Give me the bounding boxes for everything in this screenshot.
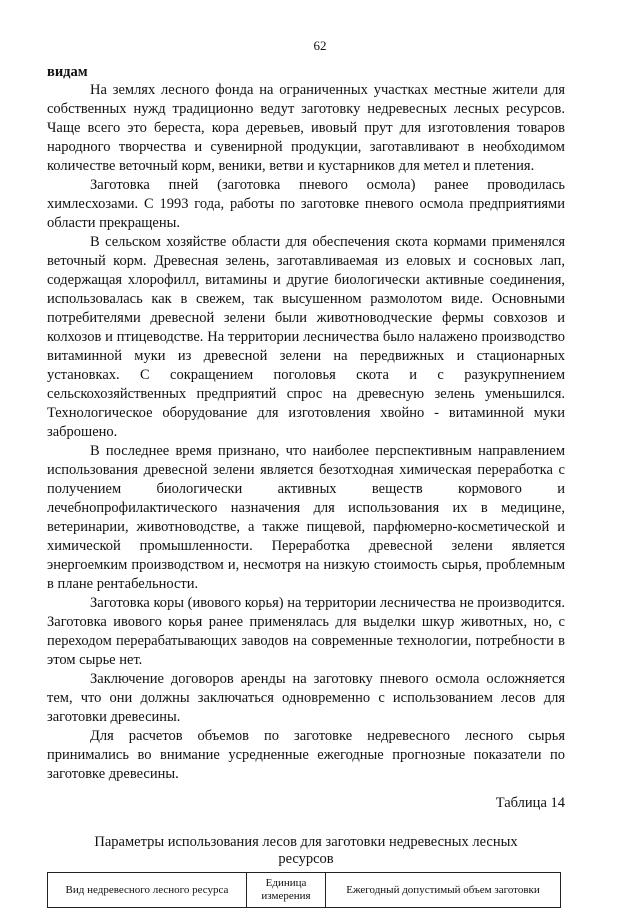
lead-word: видам bbox=[47, 64, 88, 80]
paragraph-1: На землях лесного фонда на ограниченных участках местные жители для собственных нужд традиционно ведут заготовку недревесных лесных ресурсов. Чаще всего это береста, кора деревьев, ивовый прут для изготовления товаров народного творчества и сувенирной продукции, заготавливают в необходимом количестве веточный корм, веники, ветви и кустарников для метел и плетения. bbox=[47, 82, 565, 174]
paragraph-6: Заключение договоров аренды на заготовку пневого осмола осложняется тем, что они должны заключаться одновременно с использованием лесов для заготовки древесины. bbox=[47, 671, 565, 725]
table-header-row bbox=[48, 873, 561, 908]
document-body bbox=[47, 64, 565, 908]
paragraph-5: Заготовка коры (ивового корья) на территории лесничества не производится. Заготовка ивового корья ранее применялась для выделки шкур животных, но, с переходом перерабатывающих заводов на современные технологии, потребности в этом сырье нет. bbox=[47, 595, 565, 668]
page-number: 62 bbox=[313, 38, 327, 53]
header-unit: Единица измерения bbox=[247, 873, 326, 908]
paragraph-7: Для расчетов объемов по заготовке недревесного лесного сырья принимались во внимание усредненные ежегодные прогнозные показатели по заготовке древесины. bbox=[47, 728, 565, 782]
header-resource-type: Вид недревесного лесного ресурса bbox=[48, 873, 247, 908]
resource-table bbox=[47, 872, 561, 908]
paragraph-4: В последнее время признано, что наиболее перспективным направлением использования древесной зелени является безотходная химическая переработка с получением биологически активных веществ кормового и лечебнопрофилактического назначения для использования их в медицине, ветеринарии, животноводстве, а также пищевой, парфюмерно-косметической и химической промышленности. Переработка древесной зелени является энергоемким производством и, несмотря на низкую стоимость сырья, проблемным в плане рентабельности. bbox=[47, 443, 565, 592]
paragraph-2: Заготовка пней (заготовка пневого осмола) ранее проводилась химлесхозами. С 1993 года, работы по заготовке пневого осмола предприятиями области прекращены. bbox=[47, 177, 565, 231]
table-label: Таблица 14 bbox=[495, 795, 565, 811]
header-annual-volume: Ежегодный допустимый объем заготовки bbox=[326, 873, 561, 908]
table-caption: Параметры использования лесов для заготовки недревесных лесных ресурсов bbox=[94, 834, 518, 867]
paragraph-3: В сельском хозяйстве области для обеспечения скота кормами применялся веточный корм. Древесная зелень, заготавливаемая из еловых и сосновых лап, содержащая хлорофилл, витамины и другие биологически активные соединения, использовалась как в свежем, так высушенном размолотом виде. Основными потребителями древесной зелени были животноводческие фермы совхозов и колхозов и птицеводстве. На территории лесничества было налажено производство витаминной муки из древесной зелени на передвижных и стационарных установках. С сокращением поголовья скота и с разукрупнением сельскохозяйственных предприятий спрос на древесную зелень уменьшился. Технологическое оборудование для изготовления хвойно - витаминной муки заброшено. bbox=[47, 234, 565, 440]
